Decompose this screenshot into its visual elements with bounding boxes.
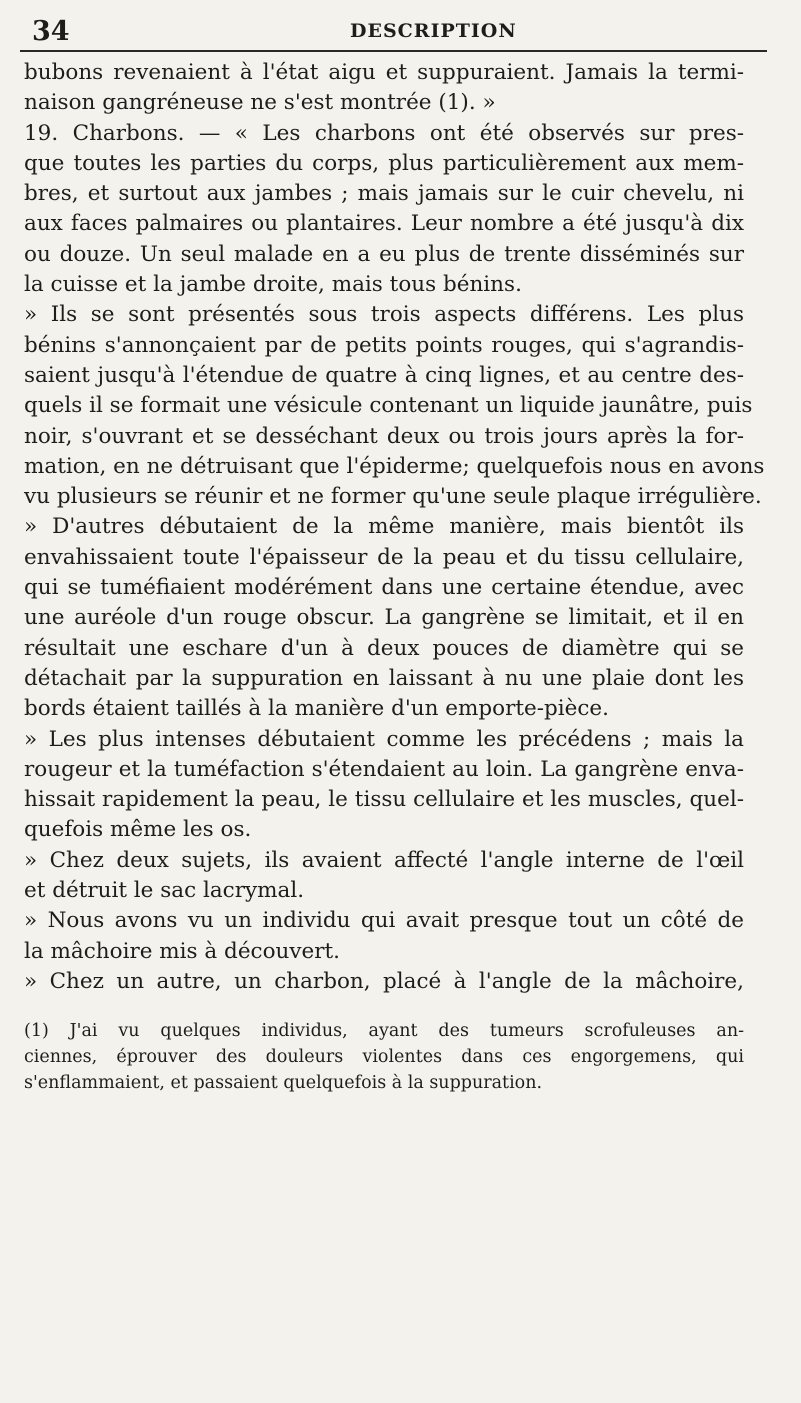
text-line: noir, s'ouvrant et se desséchant deux ou trois jours après la for- <box>24 423 744 449</box>
text-line: 19. Charbons. — « Les charbons ont été observés sur pres- <box>24 120 744 146</box>
text-line: envahissaient toute l'épaisseur de la peau et du tissu cellulaire, <box>24 544 744 570</box>
running-title: DESCRIPTION <box>350 20 517 42</box>
footnote-line: ciennes, éprouver des douleurs violentes dans ces engorgemens, qui <box>24 1047 744 1067</box>
text-line: naison gangréneuse ne s'est montrée (1). » <box>24 90 496 116</box>
text-line: ou douze. Un seul malade en a eu plus de trente disséminés sur <box>24 241 744 267</box>
text-line: qui se tuméfiaient modérément dans une certaine étendue, avec <box>24 575 744 601</box>
text-line: et détruit le sac lacrymal. <box>24 878 305 904</box>
text-line: bres, et surtout aux jambes ; mais jamais sur le cuir chevelu, ni <box>24 181 744 207</box>
text-line: la mâchoire mis à découvert. <box>24 938 341 964</box>
text-line: saient jusqu'à l'étendue de quatre à cinq lignes, et au centre des- <box>24 362 744 388</box>
text-line: » Chez deux sujets, ils avaient affecté l'angle interne de l'œil <box>24 847 744 873</box>
text-line: » Ils se sont présentés sous trois aspects différens. Les plus <box>24 302 744 328</box>
text-line: » Nous avons vu un individu qui avait presque tout un côté de <box>24 908 744 934</box>
text-line: vu plusieurs se réunir et ne former qu'une seule plaque irrégulière. <box>24 484 762 510</box>
text-line: une auréole d'un rouge obscur. La gangrène se limitait, et il en <box>24 605 744 631</box>
text-line: la cuisse et la jambe droite, mais tous bénins. <box>24 272 522 298</box>
page-number: 34 <box>32 16 70 47</box>
footnote-line: s'enflammaient, et passaient quelquefois à la suppuration. <box>24 1073 543 1093</box>
text-line: bénins s'annonçaient par de petits points rouges, qui s'agrandis- <box>24 332 744 358</box>
text-line: détachait par la suppuration en laissant à nu une plaie dont les <box>24 665 744 691</box>
text-line: mation, en ne détruisant que l'épiderme; quelquefois nous en avons <box>24 453 765 479</box>
footnote <box>24 1018 744 1096</box>
text-line: rougeur et la tuméfaction s'étendaient au loin. La gangrène enva- <box>24 756 744 782</box>
text-line: quels il se formait une vésicule contenant un liquide jaunâtre, puis <box>24 393 753 419</box>
text-line: aux faces palmaires ou plantaires. Leur nombre a été jusqu'à dix <box>24 211 744 237</box>
text-line: que toutes les parties du corps, plus particulièrement aux mem- <box>24 150 744 176</box>
text-line: » D'autres débutaient de la même manière, mais bientôt ils <box>24 514 744 540</box>
text-line: » Chez un autre, un charbon, placé à l'angle de la mâchoire, <box>24 968 744 994</box>
page-header <box>20 10 767 52</box>
text-line: bubons revenaient à l'état aigu et suppuraient. Jamais la termi- <box>24 60 744 85</box>
footnote-line: (1) J'ai vu quelques individus, ayant des tumeurs scrofuleuses an- <box>24 1021 744 1041</box>
text-line: hissait rapidement la peau, le tissu cellulaire et les muscles, quel- <box>24 787 744 813</box>
text-line: bords étaient taillés à la manière d'un emporte-pièce. <box>24 696 609 722</box>
text-line: quefois même les os. <box>24 817 252 843</box>
text-line: » Les plus intenses débutaient comme les précédens ; mais la <box>24 726 744 752</box>
body-text <box>24 58 765 997</box>
text-line: résultait une eschare d'un à deux pouces de diamètre qui se <box>24 635 744 661</box>
